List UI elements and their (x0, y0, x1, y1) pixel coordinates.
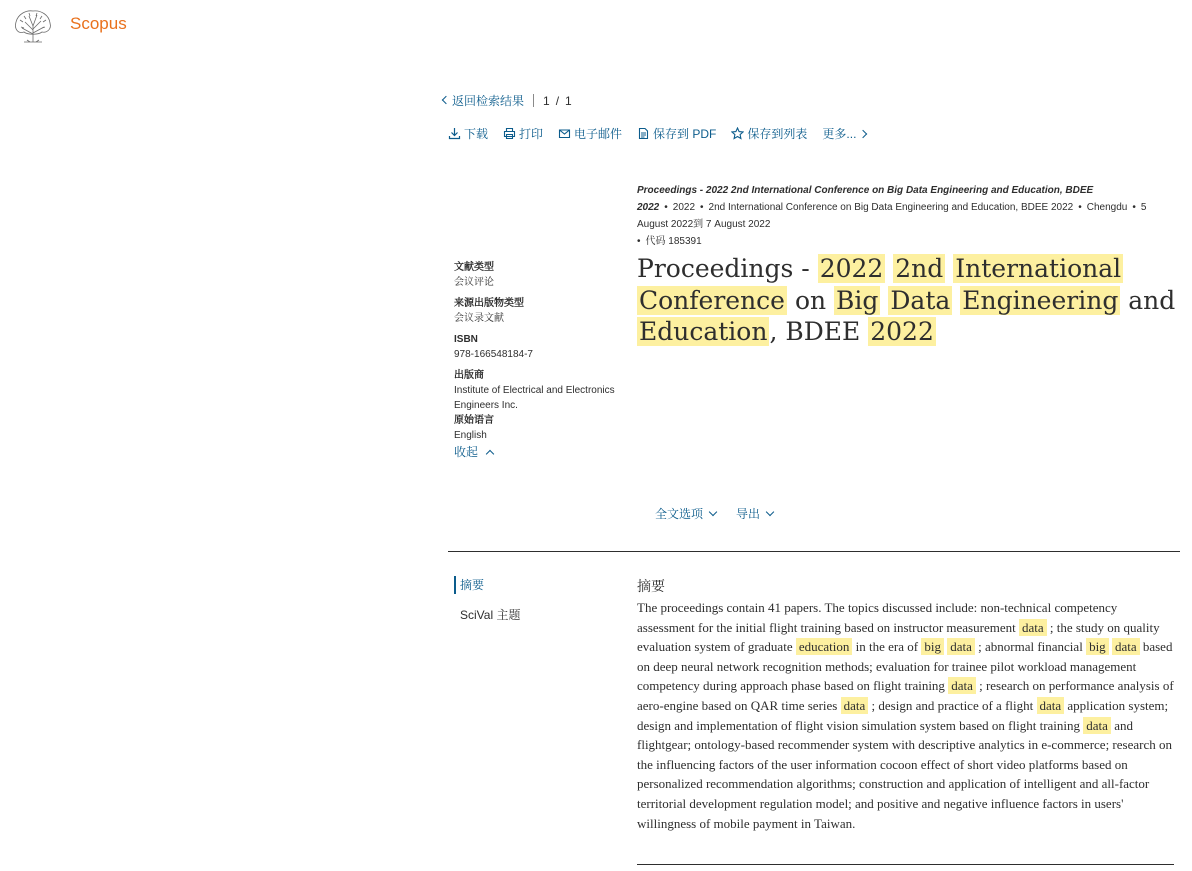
abstract-highlight: data (947, 638, 975, 655)
section-nav-abstract[interactable]: 摘要 (454, 576, 520, 594)
abstract-text-run: ; abnormal financial (978, 639, 1083, 655)
back-to-results-label: 返回检索结果 (452, 94, 525, 108)
abstract-text-run: ; design and practice of a flight (871, 697, 1034, 713)
abstract-highlight: education (796, 638, 853, 655)
abstract-highlight: data (1112, 638, 1140, 655)
bullet: • (637, 236, 641, 247)
brand-name[interactable]: Scopus (70, 14, 127, 33)
chevron-up-icon (486, 450, 494, 458)
source-info (637, 182, 1177, 250)
source-year: 2022 (672, 202, 696, 213)
back-to-results-link[interactable] (443, 92, 524, 109)
abstract-text-run: application system; design and implementation of flight vision simulation system based on flight training (637, 697, 1169, 733)
abstract-highlight: data (1037, 697, 1065, 714)
email-button[interactable] (558, 125, 622, 142)
language-label: 原始语言 (454, 415, 494, 426)
abstract-highlight: big (1086, 638, 1109, 655)
abstract-text-run: in the era of (855, 639, 919, 655)
page-separator: / (555, 93, 560, 108)
abstract-heading: 摘要 (637, 578, 665, 594)
abstract-highlight: data (1083, 717, 1111, 734)
abstract-highlight: big (921, 638, 944, 655)
bullet: • (664, 202, 668, 213)
collapse-label: 收起 (454, 445, 479, 459)
chevron-down-icon (709, 508, 717, 516)
abstract-text-run: and flightgear; ontology-based recommender system with descriptive analytics in e-commerce; research on the influencing factors of the user information cocoon effect of short video platforms based on personalized recommendation algorithms; construction and application of intelligent and all-factor territorial development regulation model; and positive and negative influence factors in users' willingness of mobile payment in Taiwan. (637, 717, 1172, 831)
title-highlight: 2022 (819, 254, 884, 283)
conference-name: 2nd International Conference on Big Data Engineering and Education, BDEE 2022 (708, 202, 1074, 213)
title-text: , BDEE (769, 317, 861, 347)
conference-code: 代码 185391 (645, 236, 702, 247)
email-label: 电子邮件 (574, 127, 623, 141)
title-highlight: Engineering (962, 285, 1119, 315)
print-button[interactable] (503, 125, 543, 142)
title-highlight: 2022 (870, 317, 934, 347)
title-highlight: 2nd (895, 254, 944, 283)
document-title (637, 253, 1177, 348)
document-toolbar (448, 125, 881, 142)
document-options (655, 505, 793, 522)
isbn-label: ISBN (454, 334, 478, 345)
pdf-file-icon (637, 127, 650, 140)
bullet: • (1078, 202, 1082, 213)
page-total: 1 (565, 93, 572, 108)
title-highlight: Education (639, 317, 768, 347)
save-to-list-button[interactable] (731, 125, 807, 142)
save-to-list-label: 保存到列表 (747, 127, 808, 141)
title-highlight: Conference (639, 285, 785, 315)
conference-dates: 5 August 2022到 7 August 2022 (637, 202, 1147, 230)
printer-icon (503, 127, 516, 140)
full-text-options-label: 全文选项 (655, 507, 704, 521)
abstract-text-run: based on deep neural network recognition methods; evaluation for trainee pilot workload management competency during approach phase based on flight training (637, 639, 1173, 694)
title-text: on (794, 285, 827, 315)
star-icon (731, 127, 744, 140)
section-nav-scival[interactable]: SciVal 主题 (460, 608, 521, 622)
document-metadata (454, 260, 624, 460)
export-button[interactable] (736, 505, 773, 522)
collapse-button[interactable] (454, 445, 624, 460)
section-divider (448, 551, 1180, 552)
bullet: • (1132, 202, 1136, 213)
source-type-label: 来源出版物类型 (454, 298, 524, 309)
title-highlight: International (955, 254, 1122, 283)
download-label: 下载 (464, 127, 489, 141)
elsevier-tree-icon[interactable] (12, 8, 54, 44)
chevron-left-icon (442, 96, 450, 104)
isbn-value: 978-166548184-7 (454, 349, 533, 360)
chevron-right-icon (859, 129, 867, 137)
abstract-text-run: ; the study on quality evaluation system of graduate (637, 619, 1160, 655)
publisher-value: Institute of Electrical and Electronics Engineers Inc. (454, 385, 615, 411)
download-icon (448, 127, 461, 140)
envelope-icon (558, 127, 571, 140)
nav-divider (533, 94, 534, 107)
more-button[interactable] (822, 125, 866, 142)
abstract-divider (637, 864, 1174, 865)
abstract-text (637, 598, 1177, 833)
save-to-pdf-label: 保存到 PDF (653, 127, 717, 141)
source-type-value: 会议录文献 (454, 313, 504, 324)
bullet: • (700, 202, 704, 213)
abstract-highlight: data (948, 677, 976, 694)
section-nav (454, 576, 520, 624)
result-nav (443, 92, 572, 109)
page-current: 1 (543, 93, 550, 108)
save-to-pdf-button[interactable] (637, 125, 716, 142)
language-value: English (454, 430, 487, 441)
abstract-highlight: data (841, 697, 869, 714)
title-highlight: Big (836, 285, 879, 315)
full-text-options-button[interactable] (655, 505, 716, 522)
export-label: 导出 (736, 507, 761, 521)
abstract-text-run: The proceedings contain 41 papers. The topics discussed include: non-technical competency assessment for the initial flight training based on instructor measurement (637, 600, 1118, 635)
source-title-link[interactable]: Proceedings - 2022 2nd International Conference on Big Data Engineering and Education, BDEE 2022 (637, 185, 1094, 213)
title-highlight: Data (890, 285, 951, 315)
abstract-highlight: data (1019, 619, 1047, 636)
more-label: 更多... (822, 127, 857, 141)
print-label: 打印 (519, 127, 544, 141)
publisher-label: 出版商 (454, 370, 484, 381)
abstract-text-run: ; research on performance analysis of aero-engine based on QAR time series (637, 678, 1174, 713)
title-text: Proceedings - (637, 254, 810, 283)
conference-city: Chengdu (1086, 202, 1128, 213)
title-text: and (1128, 285, 1176, 315)
doc-type-label: 文献类型 (454, 262, 494, 273)
download-button[interactable] (448, 125, 488, 142)
doc-type-value: 会议评论 (454, 277, 494, 288)
chevron-down-icon (766, 508, 774, 516)
